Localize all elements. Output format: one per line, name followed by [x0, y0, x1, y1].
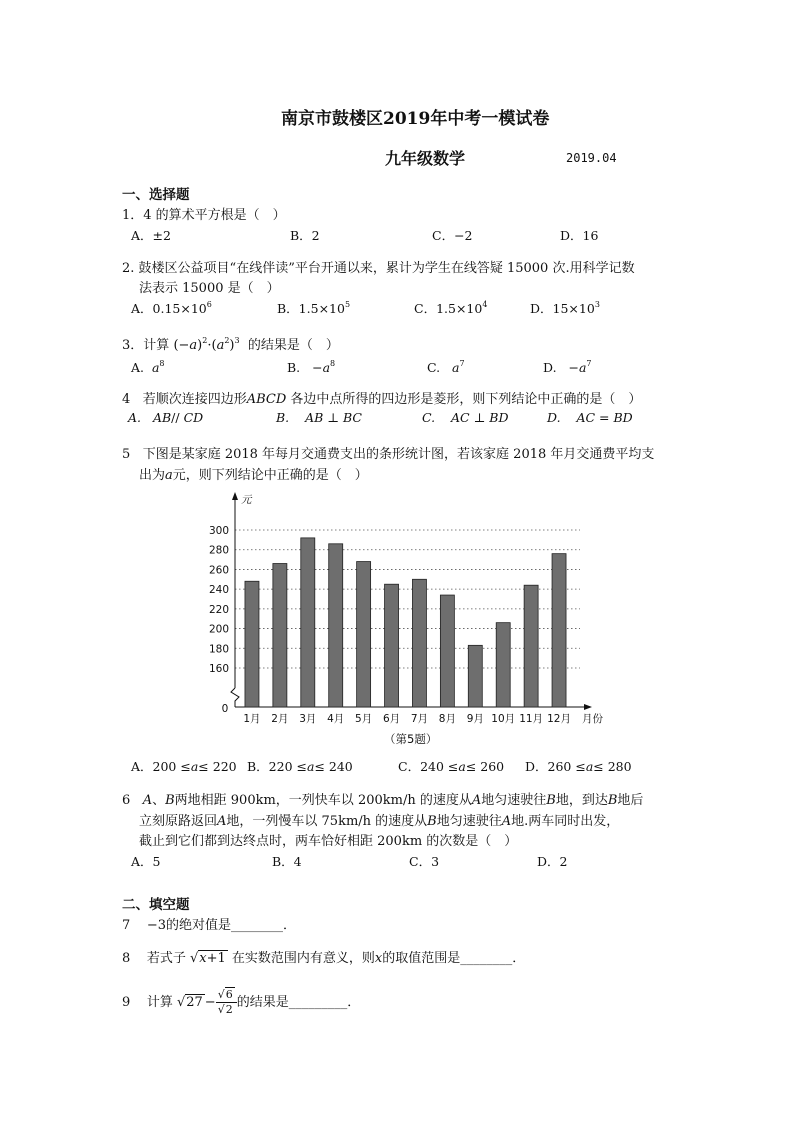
- bar-chart: [196, 490, 616, 726]
- chart-caption: （第5题）: [384, 732, 438, 746]
- q4-number: 4: [122, 392, 131, 407]
- q3-suffix: 的结果是（ ）: [247, 338, 339, 353]
- q6-option-b: B．4: [272, 854, 302, 869]
- bar-2月: [273, 564, 287, 707]
- q1-number: 1．: [122, 208, 144, 223]
- x-tick-label: 8月: [438, 713, 456, 725]
- y-tick-label: 280: [208, 544, 229, 557]
- exam-date: 2019.04: [566, 151, 617, 165]
- q6-number: 6: [122, 793, 131, 808]
- section-heading-choice: 一、选择题: [122, 187, 190, 203]
- q1-stem: 4 的算术平方根是（ ）: [143, 208, 286, 223]
- y-tick-label: 200: [208, 623, 229, 636]
- section-heading-fill: 二、填空题: [122, 897, 190, 913]
- y-tick-label: 180: [208, 643, 229, 656]
- q3-number: 3．: [122, 338, 144, 353]
- bar-5月: [357, 562, 371, 707]
- y-tick-label: 240: [208, 584, 229, 597]
- bar-3月: [301, 538, 315, 707]
- q3-option-b: B. $-a^8$: [287, 359, 336, 375]
- question-3: [122, 334, 339, 353]
- bar-6月: [385, 584, 399, 707]
- q5-option-b: B．220 ≤a≤ 240: [247, 759, 353, 774]
- q5-line2: 出为a元，则下列结论中正确的是（ ）: [139, 468, 368, 483]
- subtitle: 九年级数学: [385, 149, 466, 168]
- page-title: 南京市鼓楼区2019年中考一模试卷: [281, 109, 550, 129]
- q2-number: 2.: [122, 261, 135, 276]
- q2-line2: 法表示 15000 是（ ）: [139, 281, 280, 296]
- q1-option-b: B．2: [290, 228, 320, 243]
- q3-option-c: C. $a^7$: [427, 359, 465, 375]
- q4-option-a: A. AB// CD: [128, 410, 204, 425]
- origin-label: 0: [221, 703, 229, 715]
- bar-10月: [496, 623, 510, 707]
- q1-option-d: D．16: [560, 228, 599, 243]
- q2-line1: 鼓楼区公益项目“在线伴读”平台开通以来，累计为学生在线答疑 15000 次.用科学记数: [138, 261, 635, 276]
- q6-option-c: C．3: [409, 854, 440, 869]
- q3-option-a: A. $a^8$: [131, 359, 165, 375]
- bar-1月: [245, 581, 259, 707]
- x-tick-label: 1月: [243, 713, 261, 725]
- x-axis-arrow: [584, 704, 592, 710]
- q5-number: 5: [122, 447, 131, 462]
- x-tick-label: 6月: [382, 713, 401, 725]
- q2-option-c: C．$1.5\times 10^4$: [414, 300, 488, 316]
- question-1: [122, 204, 286, 223]
- bar-12月: [552, 554, 566, 707]
- bar-7月: [412, 579, 426, 707]
- y-axis-arrow: [232, 492, 238, 500]
- bar-9月: [468, 645, 482, 707]
- bar-4月: [329, 544, 343, 707]
- x-tick-label: 4月: [327, 713, 345, 725]
- x-tick-label: 9月: [466, 713, 484, 725]
- x-axis-label: 月份: [582, 713, 603, 725]
- q5-option-a: A．200 ≤a≤ 220: [131, 759, 237, 774]
- q3-prefix: 计算: [143, 338, 170, 353]
- axis-break: [231, 688, 239, 707]
- q1-option-c: C．−2: [432, 228, 473, 243]
- x-tick-label: 3月: [299, 713, 317, 725]
- q6-option-d: D．2: [537, 854, 568, 869]
- q6-line3: 截止到它们都到达终点时，两车恰好相距 200km 的次数是（ ）: [139, 834, 518, 849]
- y-tick-label: 260: [208, 564, 229, 577]
- q2-option-b: B．$1.5\times 10^5$: [277, 300, 351, 316]
- q3-expression: $(-a)^2\cdot(a^2)^3$: [173, 336, 240, 353]
- bar-8月: [440, 595, 454, 707]
- bar-11月: [524, 585, 538, 707]
- q2-option-a: A．$0.15\times 10^6$: [131, 300, 212, 316]
- q2-option-d: D．$15\times 10^3$: [530, 300, 600, 316]
- x-tick-label: 7月: [410, 713, 429, 725]
- y-tick-label: 300: [208, 525, 229, 537]
- x-tick-label: 11月: [519, 713, 544, 725]
- x-tick-label: 10月: [491, 713, 516, 725]
- question-9: 9 计算 √27 − $\frac{√6}{√2}$ 的结果是_________．: [122, 988, 361, 1016]
- y-tick-label: 160: [208, 663, 229, 675]
- q6-line2: 立刻原路返回A地，一列慢车以 75km/h 的速度从B地匀速驶往A地.两车同时出发，: [139, 814, 620, 829]
- question-5: 5 下图是某家庭 2018 年每月交通费支出的条形统计图，若该家庭 2018 年月交通费平均支: [122, 447, 655, 462]
- question-4: 4 若顺次连接四边形ABCD 各边中点所得的四边形是菱形，则下列结论中正确的是（ ）: [122, 392, 642, 407]
- q6-option-a: A．5: [131, 854, 161, 869]
- q4-option-b: B. AB ⊥ BC: [276, 410, 362, 425]
- q4-option-c: C. AC ⊥ BD: [422, 410, 509, 425]
- y-tick-label: 220: [208, 603, 229, 616]
- question-2: [122, 257, 635, 276]
- question-7: 7 −3的绝对值是________．: [122, 918, 296, 933]
- q3-option-d: D. $-a^7$: [543, 359, 592, 375]
- x-tick-label: 2月: [271, 713, 289, 725]
- q4-option-d: D. AC = BD: [547, 410, 633, 425]
- question-8: 8 若式子 √x+1 在实数范围内有意义，则x的取值范围是________．: [122, 951, 526, 966]
- y-axis-label: 元: [241, 494, 252, 506]
- q1-option-a: A．±2: [131, 228, 171, 243]
- q5-option-c: C．240 ≤a≤ 260: [398, 759, 505, 774]
- q5-option-d: D．260 ≤a≤ 280: [525, 759, 632, 774]
- x-tick-label: 5月: [355, 713, 373, 725]
- question-6: 6 A、B两地相距 900km，一列快车以 200km/h 的速度从A地匀速驶往B地，到达B地后: [122, 793, 644, 808]
- x-tick-label: 12月: [547, 713, 571, 725]
